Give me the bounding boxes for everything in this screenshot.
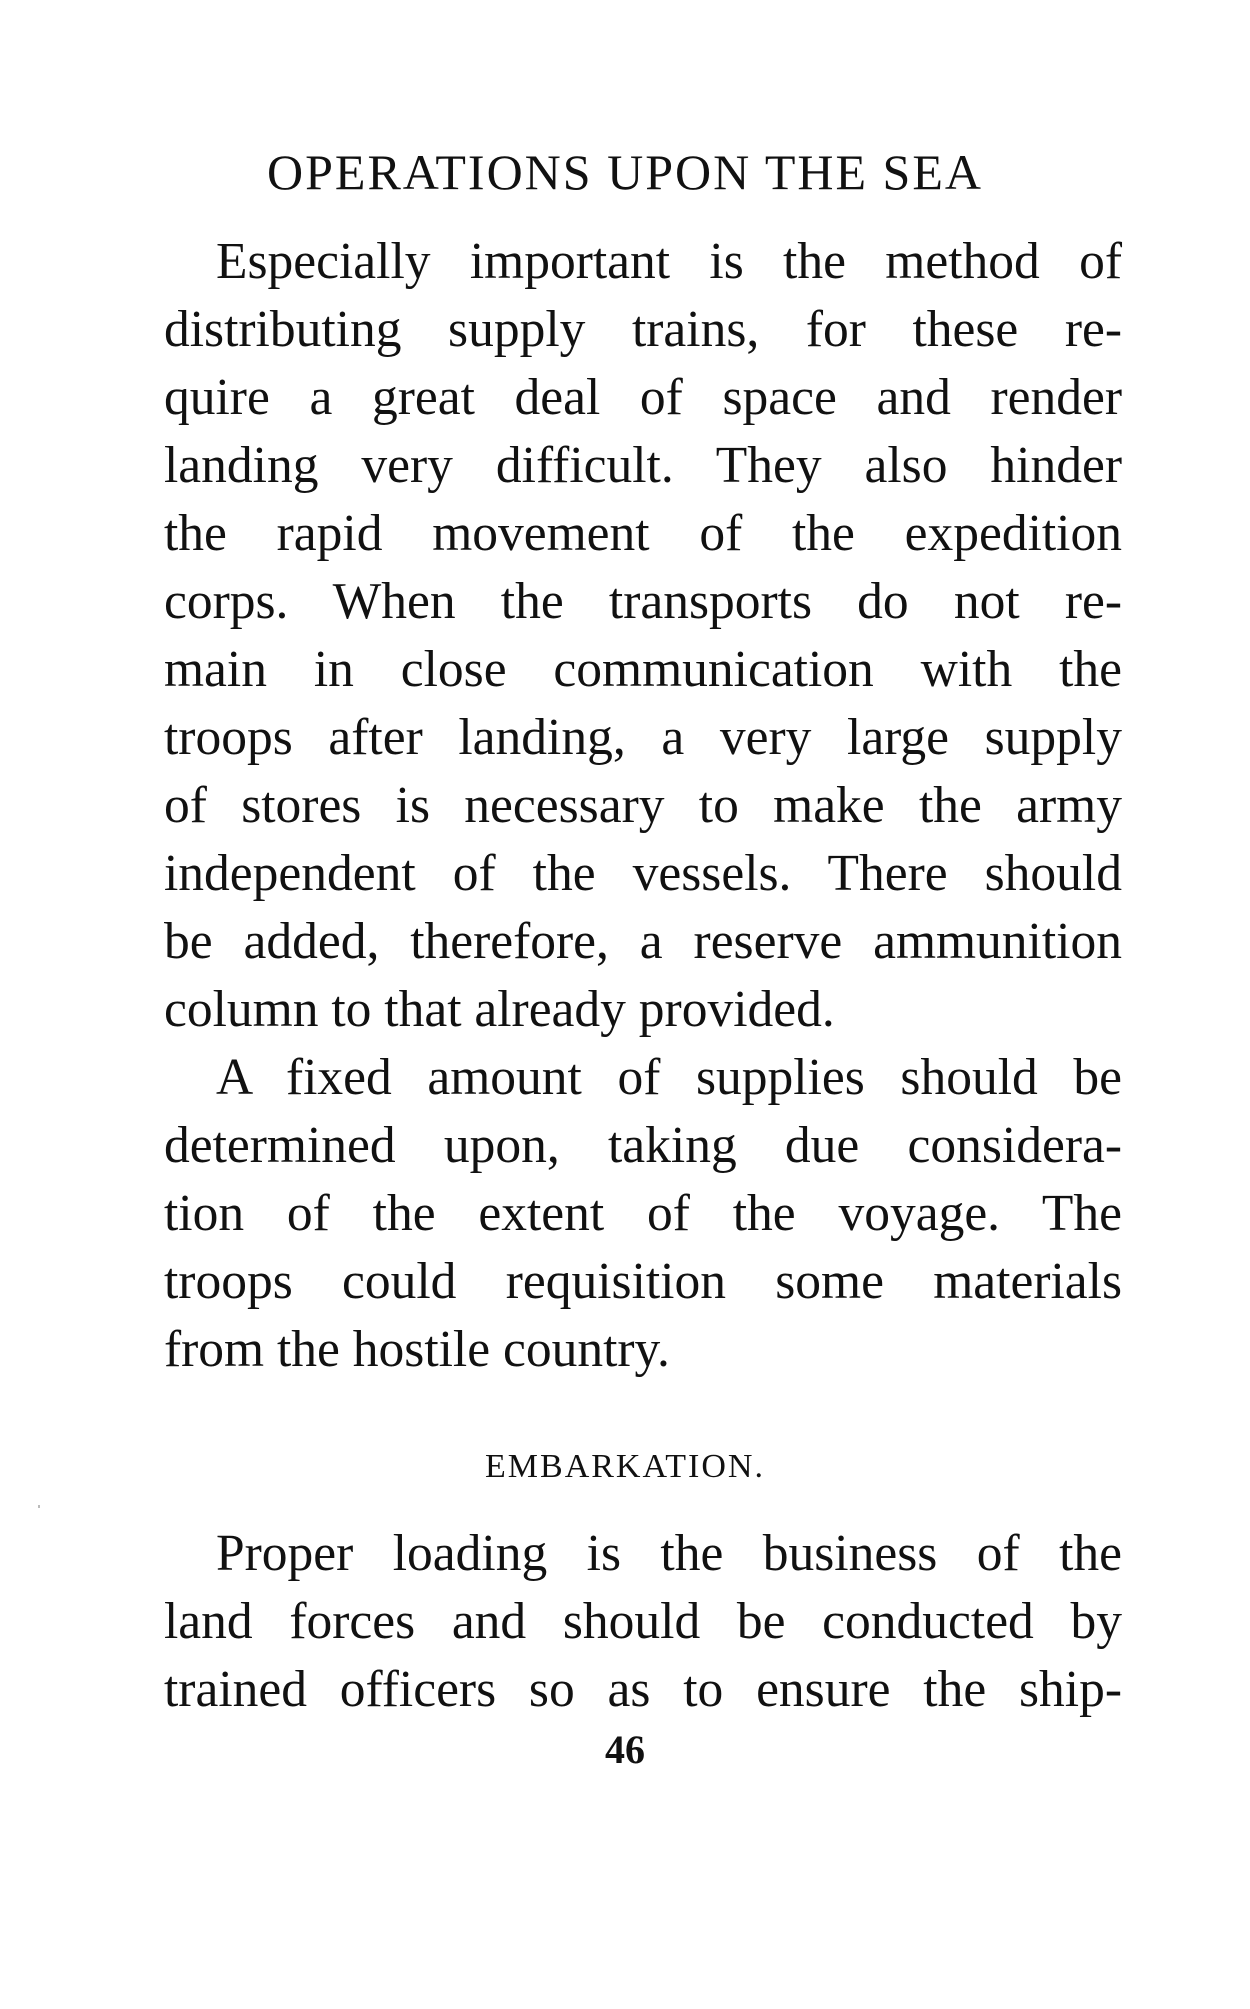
text-line: trained officers so as to ensure the ship-	[164, 1661, 1122, 1718]
text-line: from the hostile country.	[164, 1321, 670, 1378]
paragraph-supply-trains	[164, 228, 1122, 1044]
text-line: quire a great deal of space and render	[164, 369, 1122, 426]
text-line: landing very difficult. They also hinder	[164, 437, 1122, 494]
text-line: determined upon, taking due considera-	[164, 1117, 1122, 1174]
text-line: Especially important is the method of	[216, 233, 1122, 290]
text-line: be added, therefore, a reserve ammunition	[164, 913, 1122, 970]
text-line: A fixed amount of supplies should be	[216, 1049, 1122, 1106]
scan-speck	[38, 1505, 40, 1508]
text-line: independent of the vessels. There should	[164, 845, 1122, 902]
text-line: column to that already provided.	[164, 981, 835, 1038]
text-line: of stores is necessary to make the army	[164, 777, 1122, 834]
text-line: the rapid movement of the expedition	[164, 505, 1122, 562]
section-heading-embarkation: EMBARKATION.	[485, 1448, 765, 1485]
text-line: land forces and should be conducted by	[164, 1593, 1122, 1650]
text-line: troops could requisition some materials	[164, 1253, 1122, 1310]
text-line: corps. When the transports do not re-	[164, 573, 1122, 630]
running-head: OPERATIONS UPON THE SEA	[267, 144, 983, 200]
text-line: Proper loading is the business of the	[216, 1525, 1122, 1582]
text-line: main in close communication with the	[164, 641, 1122, 698]
paragraph-fixed-supplies	[164, 1044, 1122, 1384]
page-number: 46	[605, 1727, 645, 1772]
text-line: troops after landing, a very large supply	[164, 709, 1122, 766]
text-line: distributing supply trains, for these re-	[164, 301, 1122, 358]
paragraph-proper-loading	[164, 1520, 1122, 1724]
text-line: tion of the extent of the voyage. The	[164, 1185, 1122, 1242]
